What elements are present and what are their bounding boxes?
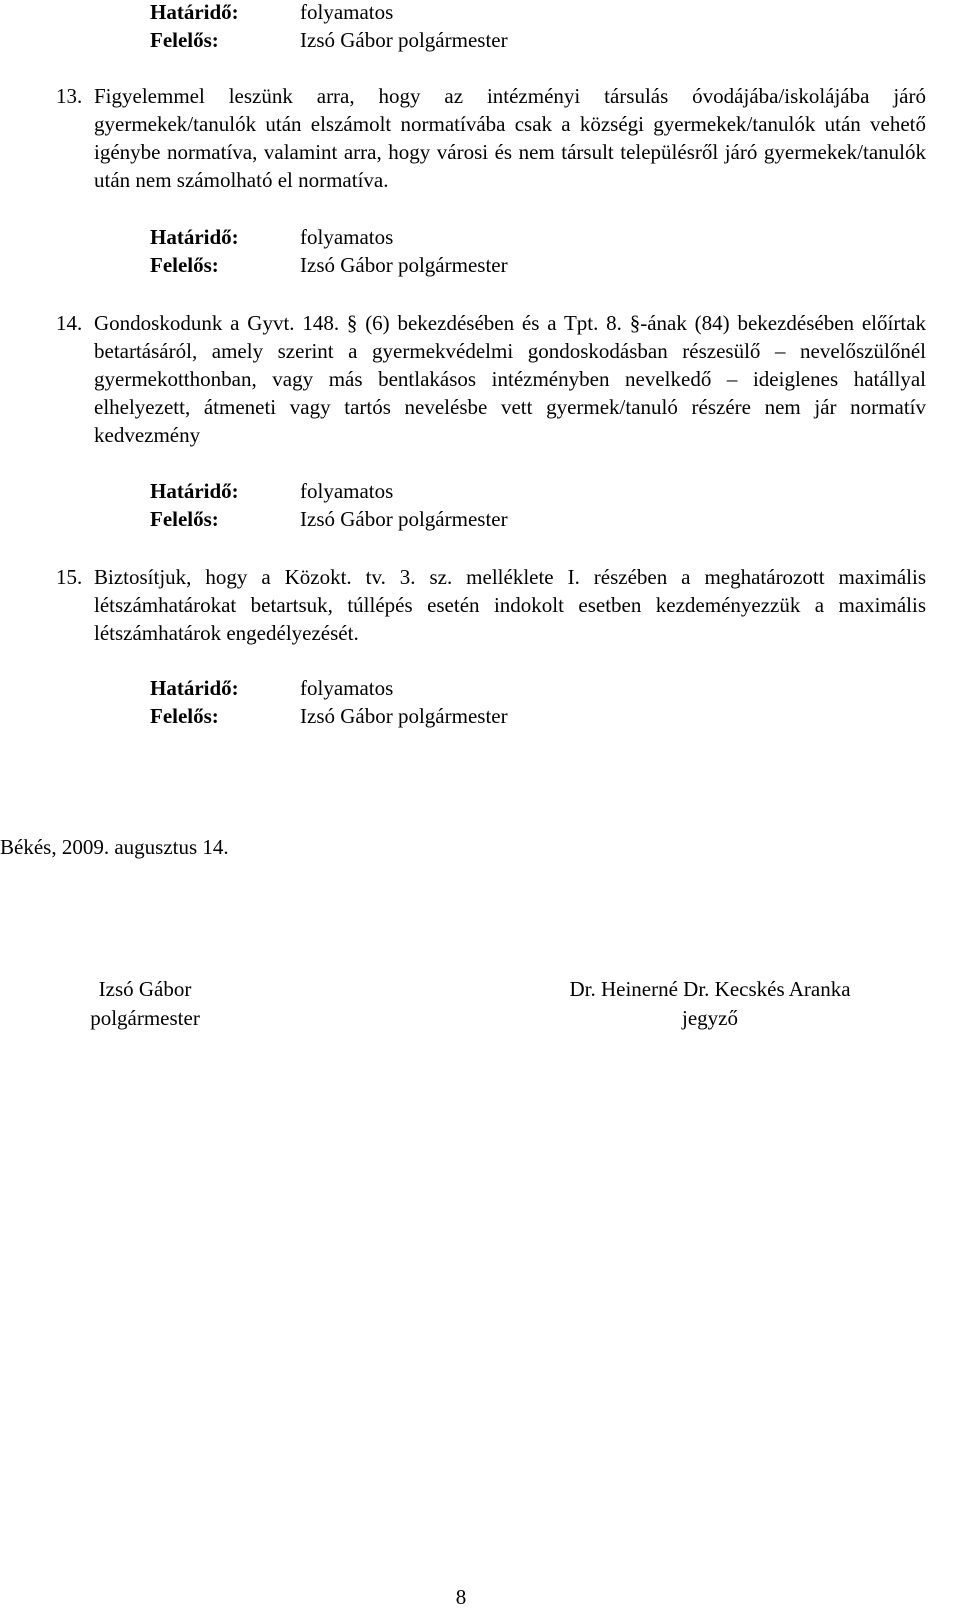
signature-notary [530, 975, 890, 1033]
hatarido-value: folyamatos [300, 479, 394, 503]
hatarido-value: folyamatos [300, 676, 394, 700]
felelos-label: Felelős: [150, 507, 219, 531]
hatarido-label: Határidő: [150, 225, 239, 249]
felelos-label: Felelős: [150, 253, 219, 277]
felelos-value: Izsó Gábor polgármester [300, 507, 508, 531]
signature-name: Dr. Heinerné Dr. Kecskés Aranka [569, 977, 851, 1001]
list-item-13 [56, 82, 926, 194]
signature-title: jegyző [682, 1006, 738, 1030]
place-date: Békés, 2009. augusztus 14. [0, 835, 229, 859]
item-text: Gondoskodunk a Gyvt. 148. § (6) bekezdésében és a Tpt. 8. §-ának (84) bekezdésében előírtak betartásáról, amely szerint a gyermekvédelmi gondoskodásban részesülő – nevelőszülőnél gyermekotthonban, vagy más bentlakásos intézményben nevelkedő – ideiglenes hatállyal elhelyezett, átmeneti vagy tartós nevelésbe vett gyermek/tanuló részére nem jár normatív kedvezmény [94, 311, 926, 447]
hatarido-label: Határidő: [150, 676, 239, 700]
page-number: 8 [455, 1585, 467, 1609]
felelos-value: Izsó Gábor polgármester [300, 704, 508, 728]
item-number: 13. [56, 84, 83, 108]
felelos-value: Izsó Gábor polgármester [300, 253, 508, 277]
felelos-value: Izsó Gábor polgármester [300, 28, 508, 52]
list-item-15 [56, 563, 926, 647]
hatarido-label: Határidő: [150, 0, 239, 24]
hatarido-value: folyamatos [300, 0, 394, 24]
signature-title: polgármester [90, 1006, 200, 1030]
hatarido-label: Határidő: [150, 479, 239, 503]
felelos-label: Felelős: [150, 28, 219, 52]
felelos-label: Felelős: [150, 704, 219, 728]
hatarido-value: folyamatos [300, 225, 394, 249]
item-number: 14. [56, 311, 83, 335]
list-item-14 [56, 309, 926, 449]
item-text: Biztosítjuk, hogy a Közokt. tv. 3. sz. melléklete I. részében a meghatározott maximális létszámhatárokat betartsuk, túllépés esetén indokolt esetben kezdeményezzük a maximális létszámhatárok engedélyezését. [94, 565, 926, 645]
signature-mayor [40, 975, 250, 1033]
item-number: 15. [56, 565, 83, 589]
item-text: Figyelemmel leszünk arra, hogy az intézményi társulás óvodájába/iskolájába járó gyermekek/tanulók után elszámolt normatívába csak a községi gyermekek/tanulók után vehető igénybe normatíva, valamint arra, hogy városi és nem társult településről járó gyermekek/tanulók után nem számolható el normatíva. [94, 84, 926, 192]
signature-name: Izsó Gábor [98, 977, 192, 1001]
